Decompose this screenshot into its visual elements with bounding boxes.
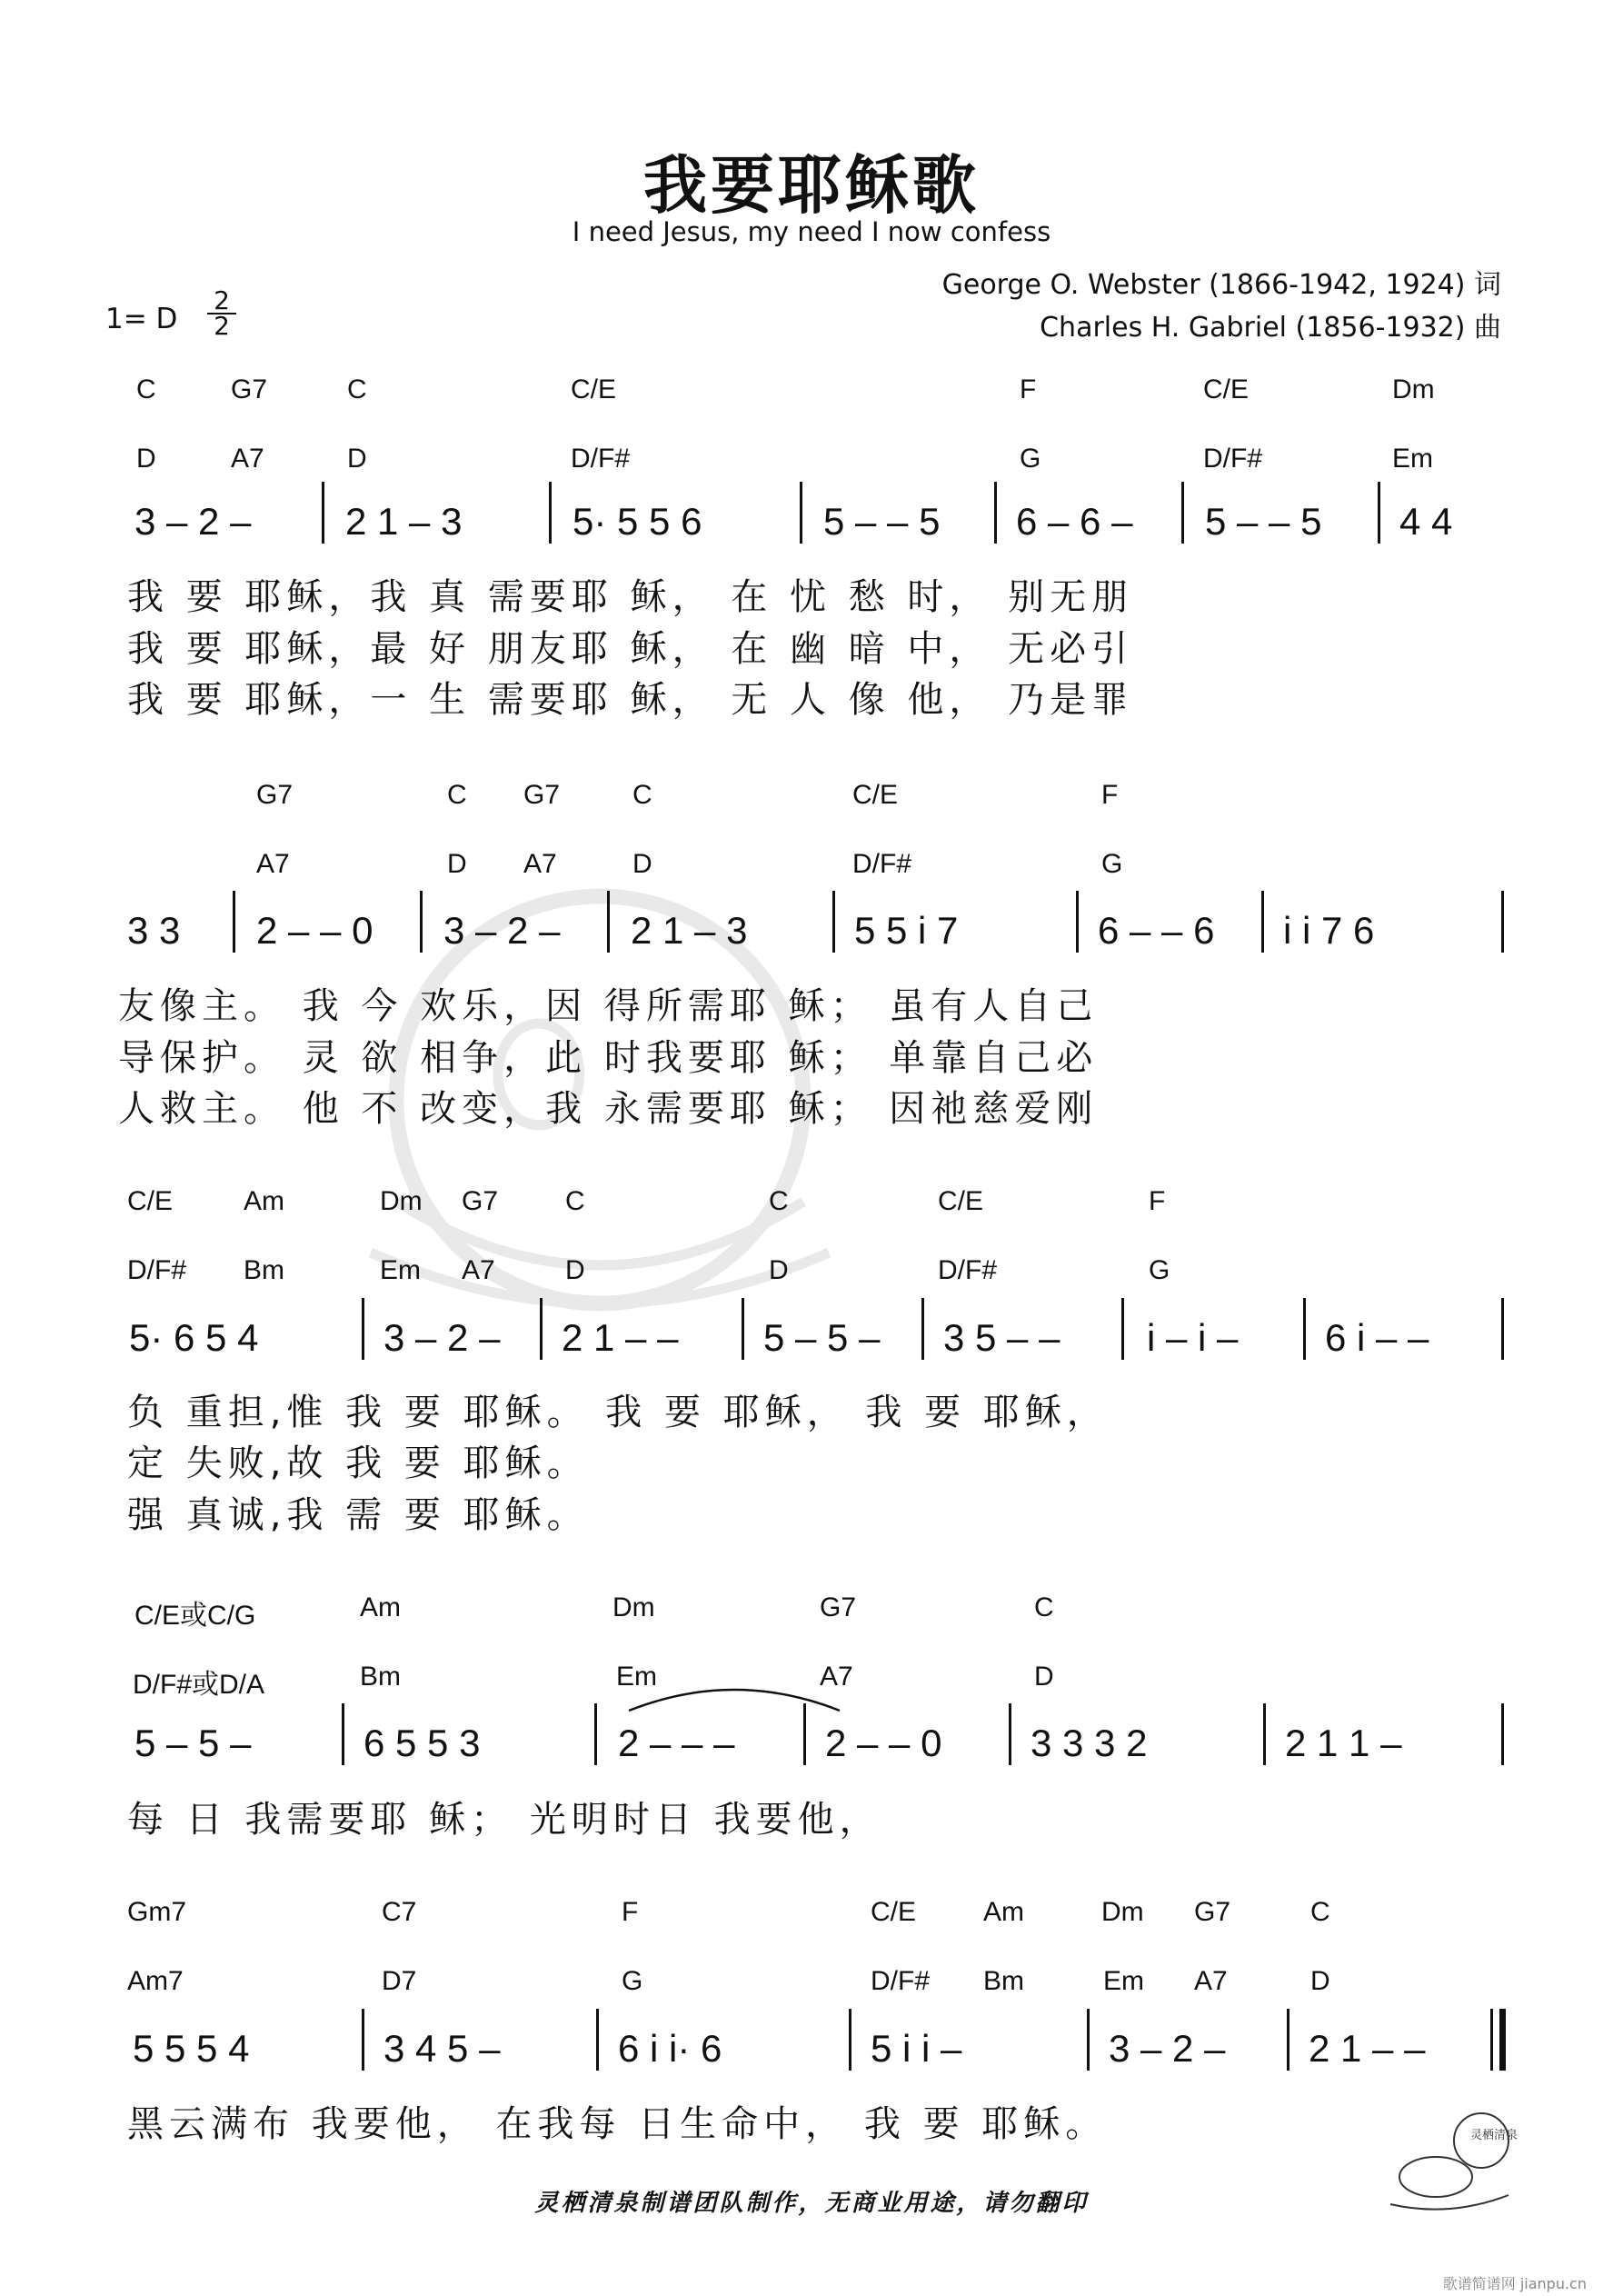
key-signature: 1= D: [105, 303, 178, 335]
lyric-verse-2: 我 要 耶稣，最 好 朋友耶 稣， 在 幽 暗 中， 无必引: [127, 628, 1134, 670]
time-numerator: 2: [214, 285, 230, 315]
measure: 2 – – –: [618, 1722, 735, 1764]
chord-upper: C: [632, 780, 652, 810]
measure: 2 1 – 3: [345, 500, 463, 543]
chord-upper: C7: [382, 1897, 417, 1927]
chord-upper: C/E: [1203, 374, 1250, 404]
barline: [1303, 1298, 1306, 1360]
chord-lower: G: [1020, 444, 1041, 474]
measure: 2 1 – –: [562, 1316, 679, 1359]
chord-upper: Dm: [1392, 374, 1435, 404]
barline: [1501, 1703, 1504, 1765]
chord-upper: C: [1034, 1592, 1054, 1622]
final-barline-thick: [1499, 2009, 1506, 2071]
chord-lower: A7: [820, 1662, 853, 1692]
lyricist-credit: George O. Webster (1866-1942, 1924) 词: [941, 269, 1501, 301]
chord-upper: C/E: [127, 1186, 174, 1216]
chord-upper: Am: [983, 1897, 1024, 1927]
barline: [342, 1703, 344, 1765]
chord-lower: D/F#或D/A: [133, 1670, 265, 1700]
lyric-verse-3: 人救主。 他 不 改变，我 永需要耶 稣； 因祂慈爱刚: [118, 1088, 1099, 1130]
sheep-logo-icon: [1381, 2104, 1518, 2213]
chord-upper: C/E: [871, 1897, 917, 1927]
chord-lower: A7: [523, 849, 557, 879]
measure: 6 – – 6: [1098, 909, 1215, 952]
lyric-verse-3: 我 要 耶稣，一 生 需要耶 稣， 无 人 像 他， 乃是罪: [127, 679, 1134, 721]
lyric-verse-1: 我 要 耶稣，我 真 需要耶 稣， 在 忧 愁 时， 别无朋: [127, 576, 1134, 618]
chord-upper: F: [1101, 780, 1119, 810]
barline: [1263, 1703, 1266, 1765]
song-subtitle: I need Jesus, my need I now confess: [572, 216, 1051, 247]
measure: 5 – 5 –: [134, 1722, 252, 1764]
chord-lower: Am7: [127, 1966, 184, 1996]
barline: [1287, 2009, 1289, 2071]
final-barline-thin: [1490, 2009, 1493, 2071]
measure: 3 3 3 2: [1031, 1722, 1148, 1764]
barline: [596, 2009, 599, 2071]
barline: [1378, 482, 1380, 544]
chord-upper: C/E: [571, 374, 617, 404]
site-watermark: 歌谱简谱网 jianpu.cn: [1442, 2275, 1587, 2292]
measure: 5 i i –: [871, 2027, 962, 2070]
chord-upper: C: [565, 1186, 585, 1216]
measure: 5 – – 5: [1205, 500, 1322, 543]
chord-lower: G: [622, 1966, 643, 1996]
logo-text: 灵栖清泉: [1470, 2129, 1518, 2142]
song-title: 我要耶稣歌: [643, 148, 980, 223]
chord-lower: D/F#: [571, 444, 631, 474]
barline: [1181, 482, 1184, 544]
chord-upper: C/E: [852, 780, 899, 810]
barline: [832, 891, 835, 953]
chord-upper: F: [1020, 374, 1037, 404]
chord-lower: A7: [1194, 1966, 1228, 1996]
chord-upper: C: [347, 374, 367, 404]
chord-lower: D: [769, 1255, 789, 1285]
chord-lower: D/F#: [852, 849, 912, 879]
chord-lower: Bm: [983, 1966, 1024, 1996]
measure: 3 – 2 –: [134, 500, 252, 543]
chord-upper: G7: [523, 780, 561, 810]
measure: 5 5 i 7: [854, 909, 959, 952]
chord-upper: C/E: [938, 1186, 984, 1216]
chord-lower: A7: [231, 444, 264, 474]
chord-upper: C: [1310, 1897, 1330, 1927]
chord-upper: G7: [820, 1592, 857, 1622]
chord-lower: D/F#: [871, 1966, 931, 1996]
chord-lower: A7: [256, 849, 290, 879]
footer-note: 灵栖清泉制谱团队制作，无商业用途，请勿翻印: [534, 2190, 1089, 2217]
barline: [803, 1703, 806, 1765]
barline: [233, 891, 235, 953]
barline: [1501, 1298, 1504, 1360]
barline: [362, 2009, 364, 2071]
measure: 3 3: [127, 909, 181, 952]
measure: 5 5 5 4: [133, 2027, 250, 2070]
barline: [540, 1298, 543, 1360]
measure: 6 5 5 3: [363, 1722, 481, 1764]
time-signature: [207, 285, 236, 341]
chord-lower: D: [1310, 1966, 1330, 1996]
chord-lower: D: [347, 444, 367, 474]
chord-lower: Em: [380, 1255, 421, 1285]
barline: [1009, 1703, 1011, 1765]
lyric-verse-1: 友像主。 我 今 欢乐，因 得所需耶 稣； 虽有人自己: [118, 985, 1099, 1027]
barline: [1076, 891, 1079, 953]
measure: 2 1 – 3: [631, 909, 748, 952]
chord-lower: D: [632, 849, 652, 879]
chord-lower: D: [136, 444, 156, 474]
measure: 3 – 2 –: [1109, 2027, 1226, 2070]
lyric-verse-1: 每 日 我需要耶 稣； 光明时日 我要他，: [127, 1799, 881, 1841]
chord-upper: G7: [462, 1186, 499, 1216]
measure: 5· 5 5 6: [573, 500, 702, 543]
lyric-verse-3: 强 真诚,我 需 要 耶稣。: [127, 1494, 589, 1536]
chord-lower: D: [1034, 1662, 1054, 1692]
chord-lower: Em: [1392, 444, 1433, 474]
chord-upper: F: [622, 1897, 639, 1927]
barline: [362, 1298, 364, 1360]
measure: 5 – – 5: [823, 500, 941, 543]
chord-upper: Am: [244, 1186, 284, 1216]
chord-lower: Em: [1103, 1966, 1144, 1996]
measure: i – i –: [1147, 1316, 1239, 1359]
chord-lower: G: [1101, 849, 1123, 879]
barline: [1087, 2009, 1090, 2071]
chord-upper: C/E或C/G: [134, 1601, 256, 1631]
chord-lower: D: [565, 1255, 585, 1285]
chord-upper: F: [1149, 1186, 1166, 1216]
measure: 6 i – –: [1325, 1316, 1429, 1359]
measure: 2 1 1 –: [1285, 1722, 1402, 1764]
chord-lower: D/F#: [938, 1255, 998, 1285]
chord-upper: Gm7: [127, 1897, 187, 1927]
measure: 2 – – 0: [256, 909, 373, 952]
time-denominator: 2: [207, 313, 236, 338]
chord-upper: Am: [360, 1592, 401, 1622]
measure: 3 – 2 –: [443, 909, 561, 952]
barline: [1501, 891, 1504, 953]
measure: 5· 6 5 4: [129, 1316, 259, 1359]
measure: 6 i i· 6: [618, 2027, 722, 2070]
barline: [549, 482, 552, 544]
barline: [1261, 891, 1264, 953]
barline: [742, 1298, 744, 1360]
lyric-verse-1: 黑云满布 我要他， 在我每 日生命中， 我 要 耶稣。: [127, 2103, 1108, 2145]
chord-lower: D7: [382, 1966, 417, 1996]
measure: 3 5 – –: [943, 1316, 1060, 1359]
chord-lower: D/F#: [127, 1255, 187, 1285]
chord-upper: G7: [231, 374, 268, 404]
lyric-verse-1: 负 重担,惟 我 要 耶稣。 我 要 耶稣， 我 要 耶稣，: [127, 1392, 1109, 1433]
barline: [921, 1298, 924, 1360]
chord-lower: D/F#: [1203, 444, 1263, 474]
chord-upper: C: [769, 1186, 789, 1216]
chord-lower: G: [1149, 1255, 1170, 1285]
measure: 5 – 5 –: [763, 1316, 881, 1359]
chord-upper: C: [447, 780, 467, 810]
measure: 6 – 6 –: [1016, 500, 1133, 543]
measure: 4 4: [1399, 500, 1453, 543]
barline: [420, 891, 423, 953]
barline: [800, 482, 802, 544]
measure: 3 4 5 –: [383, 2027, 501, 2070]
chord-lower: A7: [462, 1255, 495, 1285]
composer-credit: Charles H. Gabriel (1856-1932) 曲: [1040, 312, 1501, 344]
chord-lower: Bm: [360, 1662, 401, 1692]
chord-upper: Dm: [380, 1186, 423, 1216]
measure: i i 7 6: [1283, 909, 1375, 952]
chord-lower: Em: [616, 1662, 657, 1692]
lyric-verse-2: 定 失败,故 我 要 耶稣。: [127, 1442, 589, 1484]
chord-upper: Dm: [1101, 1897, 1144, 1927]
barline: [594, 1703, 597, 1765]
chord-upper: G7: [1194, 1897, 1231, 1927]
barline: [994, 482, 997, 544]
chord-upper: C: [136, 374, 156, 404]
measure: 2 – – 0: [825, 1722, 942, 1764]
barline: [1121, 1298, 1124, 1360]
chord-upper: G7: [256, 780, 294, 810]
measure: 3 – 2 –: [383, 1316, 501, 1359]
chord-lower: Bm: [244, 1255, 284, 1285]
chord-lower: D: [447, 849, 467, 879]
barline: [607, 891, 610, 953]
barline: [322, 482, 324, 544]
lyric-verse-2: 导保护。 灵 欲 相争，此 时我要耶 稣； 单靠自己必: [118, 1037, 1099, 1079]
tie-slur: [625, 1678, 843, 1714]
chord-upper: Dm: [612, 1592, 655, 1622]
barline: [849, 2009, 851, 2071]
measure: 2 1 – –: [1309, 2027, 1426, 2070]
